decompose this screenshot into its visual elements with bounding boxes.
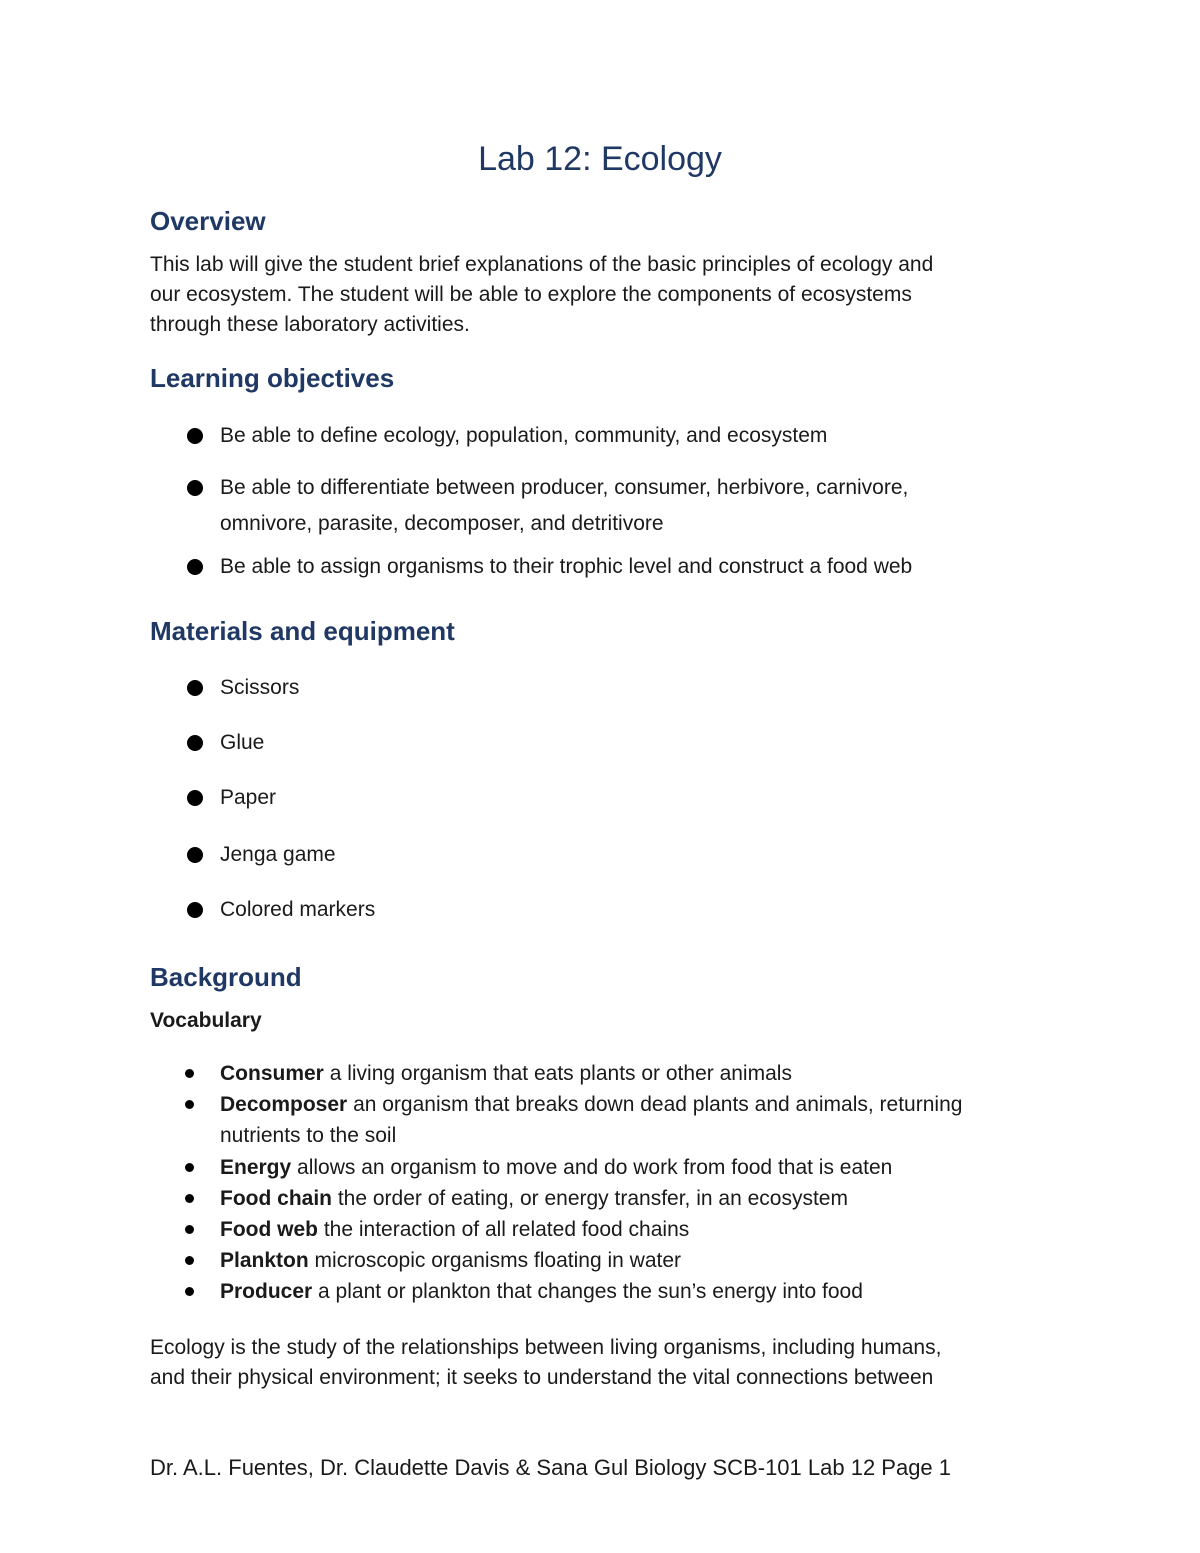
bullet-icon — [185, 1163, 194, 1172]
background-heading: Background — [150, 962, 302, 992]
paragraph-line: Ecology is the study of the relationships between living organisms, including humans, — [150, 1336, 942, 1359]
overview-line: This lab will give the student brief explanations of the basic principles of ecology and — [150, 253, 934, 276]
bullet-icon — [187, 428, 203, 444]
material-text: Paper — [220, 786, 277, 809]
objective-text: Be able to assign organisms to their trophic level and construct a food web — [220, 555, 913, 578]
material-text: Jenga game — [220, 843, 336, 866]
page-title: Lab 12: Ecology — [478, 140, 722, 178]
bullet-icon — [185, 1256, 194, 1265]
bullet-icon — [185, 1069, 194, 1078]
vocabulary-subheading: Vocabulary — [150, 1009, 262, 1032]
objective-text — [220, 470, 1060, 542]
vocab-definition: a plant or plankton that changes the sun’s energy into food — [318, 1280, 863, 1303]
vocab-definition: the order of eating, or energy transfer, in an ecosystem — [337, 1187, 848, 1210]
vocab-term: Decomposer — [220, 1093, 348, 1116]
learning-objectives-heading: Learning objectives — [150, 363, 395, 393]
material-text: Glue — [220, 731, 265, 754]
vocab-definition: an organism that breaks down dead plants and animals, returning — [353, 1093, 963, 1116]
objective-line: Be able to differentiate between producer, consumer, herbivore, carnivore, — [220, 476, 909, 499]
material-text: Colored markers — [220, 898, 376, 921]
ecology-paragraph — [150, 1333, 1060, 1393]
bullet-icon — [185, 1287, 194, 1296]
materials-heading: Materials and equipment — [150, 616, 455, 646]
bullet-icon — [185, 1225, 194, 1234]
bullet-icon — [187, 480, 203, 496]
vocab-definition: allows an organism to move and do work from food that is eaten — [297, 1156, 893, 1179]
overview-heading: Overview — [150, 206, 266, 236]
overview-line: through these laboratory activities. — [150, 313, 470, 336]
page-footer: Dr. A.L. Fuentes, Dr. Claudette Davis & Sana Gul Biology SCB-101 Lab 12 Page 1 — [150, 1455, 952, 1480]
paragraph-line: and their physical environment; it seeks to understand the vital connections between — [150, 1366, 934, 1389]
material-text: Scissors — [220, 676, 300, 699]
vocab-term: Plankton — [220, 1249, 309, 1272]
objective-line: omnivore, parasite, decomposer, and detritivore — [220, 512, 664, 535]
vocab-term: Food chain — [220, 1187, 332, 1210]
vocab-term: Food web — [220, 1218, 318, 1241]
vocab-definition: the interaction of all related food chains — [323, 1218, 690, 1241]
vocab-definition: microscopic organisms floating in water — [314, 1249, 682, 1272]
vocab-definition-cont: nutrients to the soil — [220, 1124, 397, 1147]
vocab-term: Energy — [220, 1156, 292, 1179]
bullet-icon — [187, 902, 203, 918]
bullet-icon — [185, 1100, 194, 1109]
bullet-icon — [187, 680, 203, 696]
bullet-icon — [187, 847, 203, 863]
bullet-icon — [187, 559, 203, 575]
vocab-term: Consumer — [220, 1062, 324, 1085]
bullet-icon — [187, 790, 203, 806]
bullet-icon — [187, 735, 203, 751]
bullet-icon — [185, 1194, 194, 1203]
objective-text: Be able to define ecology, population, community, and ecosystem — [220, 424, 828, 447]
overview-line: our ecosystem. The student will be able to explore the components of ecosystems — [150, 283, 912, 306]
vocab-definition: a living organism that eats plants or other animals — [329, 1062, 792, 1085]
vocab-term: Producer — [220, 1280, 313, 1303]
overview-paragraph — [150, 250, 1060, 340]
